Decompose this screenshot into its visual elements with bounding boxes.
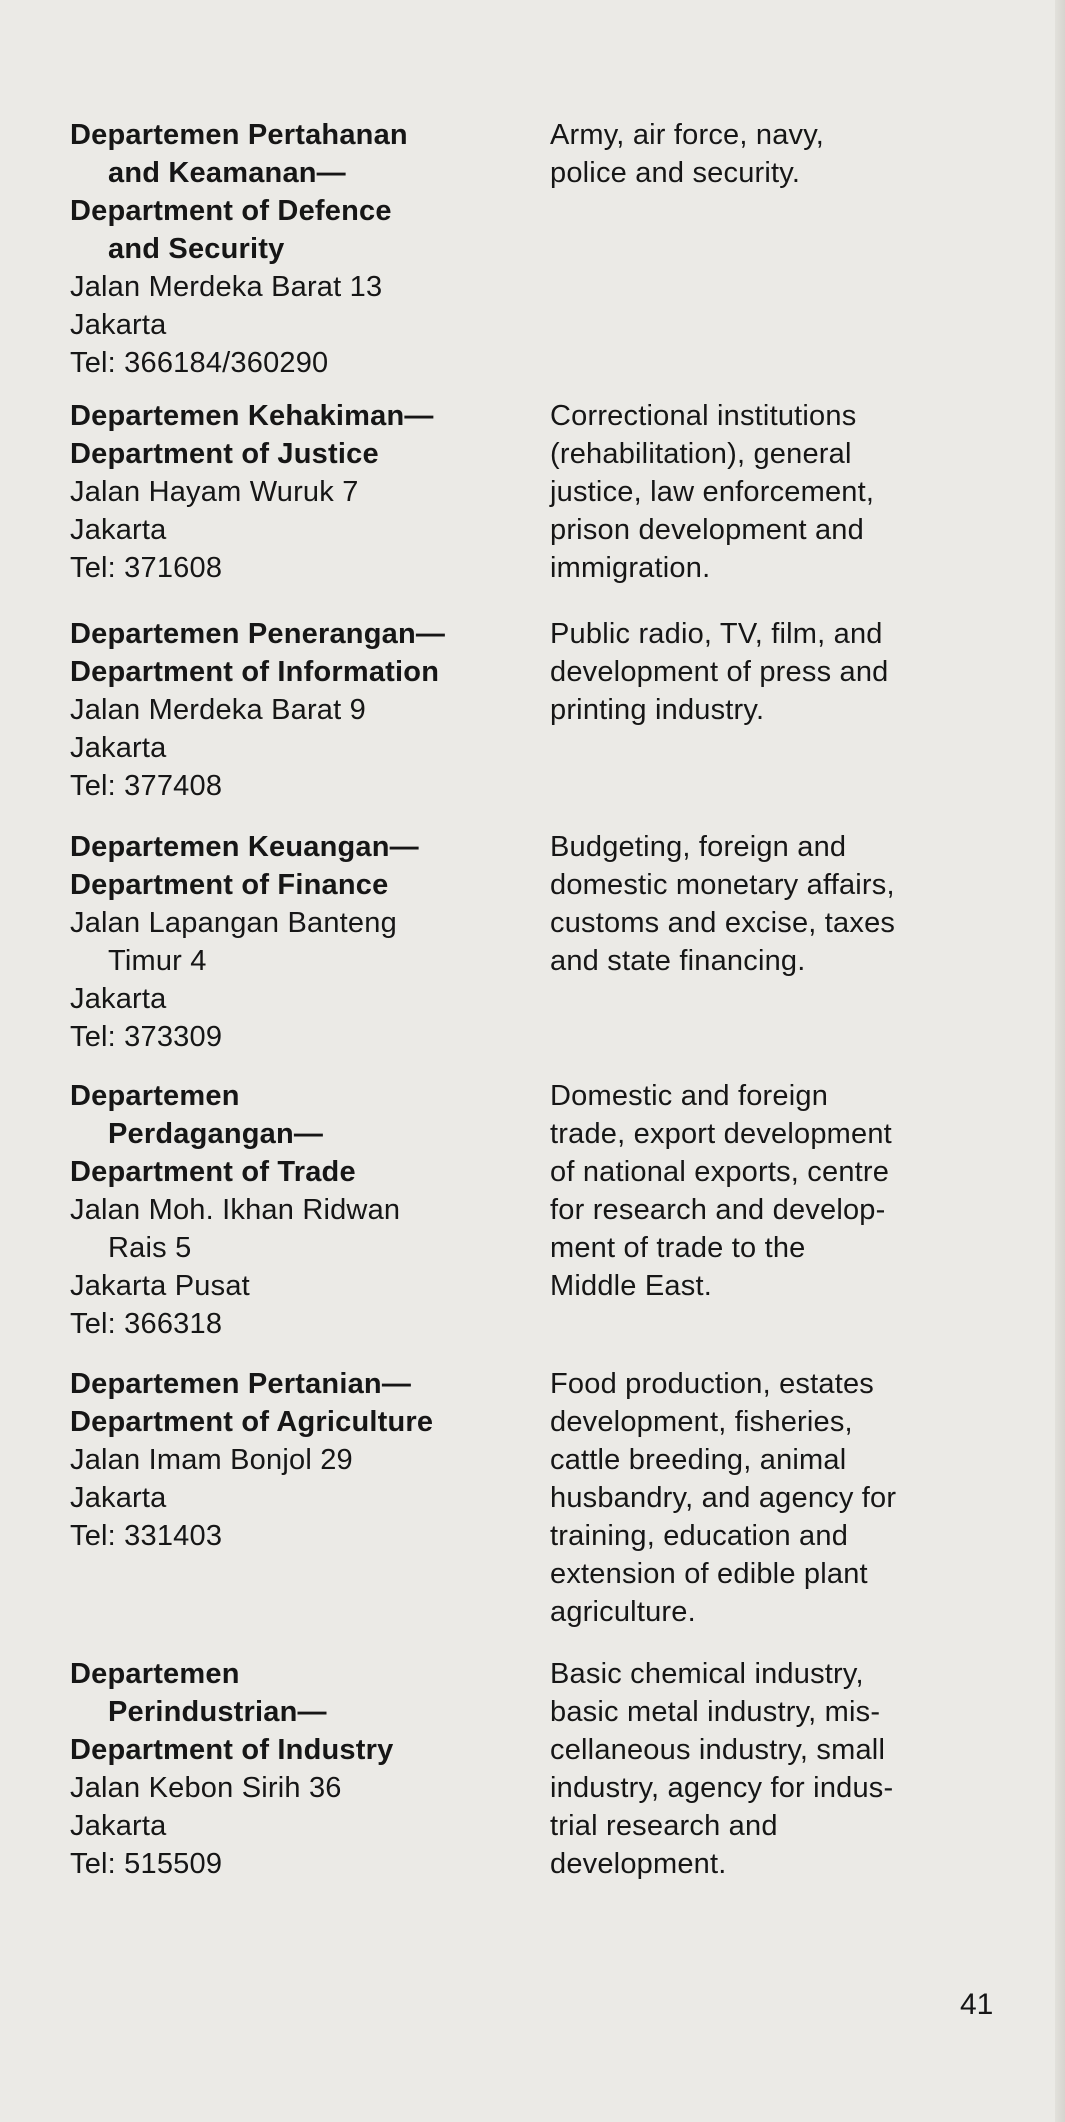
page-edge	[1055, 0, 1065, 2122]
description-line: cattle breeding, animal	[550, 1444, 847, 1476]
address-line: Jalan Lapangan Banteng	[70, 907, 397, 939]
address-line: Timur 4	[108, 945, 207, 977]
description-line: for research and develop-	[550, 1194, 886, 1226]
description-line: basic metal industry, mis-	[550, 1696, 881, 1728]
description-line: ment of trade to the	[550, 1232, 806, 1264]
indonesian-name-line: Perindustrian—	[108, 1696, 327, 1728]
page-number: 41	[960, 1988, 994, 2021]
description-line: trial research and	[550, 1810, 778, 1842]
description-line: and state financing.	[550, 945, 806, 977]
description-line: Middle East.	[550, 1270, 712, 1302]
entry-heading-block	[70, 1365, 530, 1555]
description-line: justice, law enforcement,	[550, 476, 875, 508]
description-line: customs and excise, taxes	[550, 907, 896, 939]
entry-description	[550, 1365, 1010, 1631]
city-line: Jakarta Pusat	[70, 1270, 250, 1302]
description-line: domestic monetary affairs,	[550, 869, 895, 901]
entry-description	[550, 1655, 1010, 1883]
description-line: of national exports, centre	[550, 1156, 890, 1188]
indonesian-name-line: Perdagangan—	[108, 1118, 324, 1150]
city-line: Jakarta	[70, 983, 167, 1015]
description-line: printing industry.	[550, 694, 765, 726]
address-line: Jalan Merdeka Barat 13	[70, 271, 383, 303]
english-name-line: Department of Defence	[70, 195, 392, 227]
description-line: agriculture.	[550, 1596, 696, 1628]
entry-heading-block	[70, 397, 530, 587]
entry-heading-block	[70, 1077, 530, 1343]
indonesian-name-line: Departemen Pertanian—	[70, 1368, 412, 1400]
description-line: development, fisheries,	[550, 1406, 853, 1438]
address-line: Jalan Imam Bonjol 29	[70, 1444, 353, 1476]
phone-line: Tel: 377408	[70, 770, 223, 802]
indonesian-name-line: Departemen Keuangan—	[70, 831, 419, 863]
entry-description	[550, 828, 1010, 980]
description-line: Budgeting, foreign and	[550, 831, 847, 863]
indonesian-name-line: Departemen Penerangan—	[70, 618, 446, 650]
phone-line: Tel: 366184/360290	[70, 347, 329, 379]
city-line: Jakarta	[70, 514, 167, 546]
english-name-line: and Security	[108, 233, 285, 265]
phone-line: Tel: 366318	[70, 1308, 223, 1340]
description-line: Basic chemical industry,	[550, 1658, 864, 1690]
english-name-line: Department of Trade	[70, 1156, 356, 1188]
phone-line: Tel: 331403	[70, 1520, 223, 1552]
entry-description	[550, 1077, 1010, 1305]
description-line: cellaneous industry, small	[550, 1734, 886, 1766]
description-line: industry, agency for indus-	[550, 1772, 894, 1804]
description-line: Public radio, TV, film, and	[550, 618, 883, 650]
indonesian-name-line: Departemen Pertahanan	[70, 119, 408, 151]
entry-heading-block	[70, 1655, 530, 1883]
description-line: training, education and	[550, 1520, 849, 1552]
description-line: extension of edible plant	[550, 1558, 868, 1590]
description-line: development of press and	[550, 656, 889, 688]
city-line: Jakarta	[70, 1482, 167, 1514]
city-line: Jakarta	[70, 1810, 167, 1842]
entry-heading-block	[70, 828, 530, 1056]
address-line: Jalan Kebon Sirih 36	[70, 1772, 342, 1804]
description-line: police and security.	[550, 157, 801, 189]
indonesian-name-line: Departemen Kehakiman—	[70, 400, 434, 432]
city-line: Jakarta	[70, 732, 167, 764]
description-line: Domestic and foreign	[550, 1080, 829, 1112]
description-line: husbandry, and agency for	[550, 1482, 897, 1514]
entry-description	[550, 397, 1010, 587]
entry-heading-block	[70, 116, 530, 382]
description-line: Army, air force, navy,	[550, 119, 825, 151]
entry-heading-block	[70, 615, 530, 805]
description-line: (rehabilitation), general	[550, 438, 852, 470]
indonesian-name-line: Departemen	[70, 1658, 240, 1690]
entry-description	[550, 615, 1010, 729]
address-line: Jalan Moh. Ikhan Ridwan	[70, 1194, 401, 1226]
description-line: development.	[550, 1848, 727, 1880]
english-name-line: Department of Finance	[70, 869, 389, 901]
english-name-line: Department of Justice	[70, 438, 379, 470]
description-line: Correctional institutions	[550, 400, 857, 432]
entry-description	[550, 116, 1010, 192]
address-line: Jalan Merdeka Barat 9	[70, 694, 366, 726]
phone-line: Tel: 371608	[70, 552, 223, 584]
description-line: trade, export development	[550, 1118, 892, 1150]
address-line: Jalan Hayam Wuruk 7	[70, 476, 359, 508]
indonesian-name-line: and Keamanan—	[108, 157, 346, 189]
english-name-line: Department of Industry	[70, 1734, 394, 1766]
english-name-line: Department of Information	[70, 656, 440, 688]
description-line: prison development and	[550, 514, 864, 546]
description-line: Food production, estates	[550, 1368, 874, 1400]
indonesian-name-line: Departemen	[70, 1080, 240, 1112]
phone-line: Tel: 373309	[70, 1021, 223, 1053]
description-line: immigration.	[550, 552, 711, 584]
english-name-line: Department of Agriculture	[70, 1406, 434, 1438]
address-line: Rais 5	[108, 1232, 192, 1264]
phone-line: Tel: 515509	[70, 1848, 223, 1880]
city-line: Jakarta	[70, 309, 167, 341]
